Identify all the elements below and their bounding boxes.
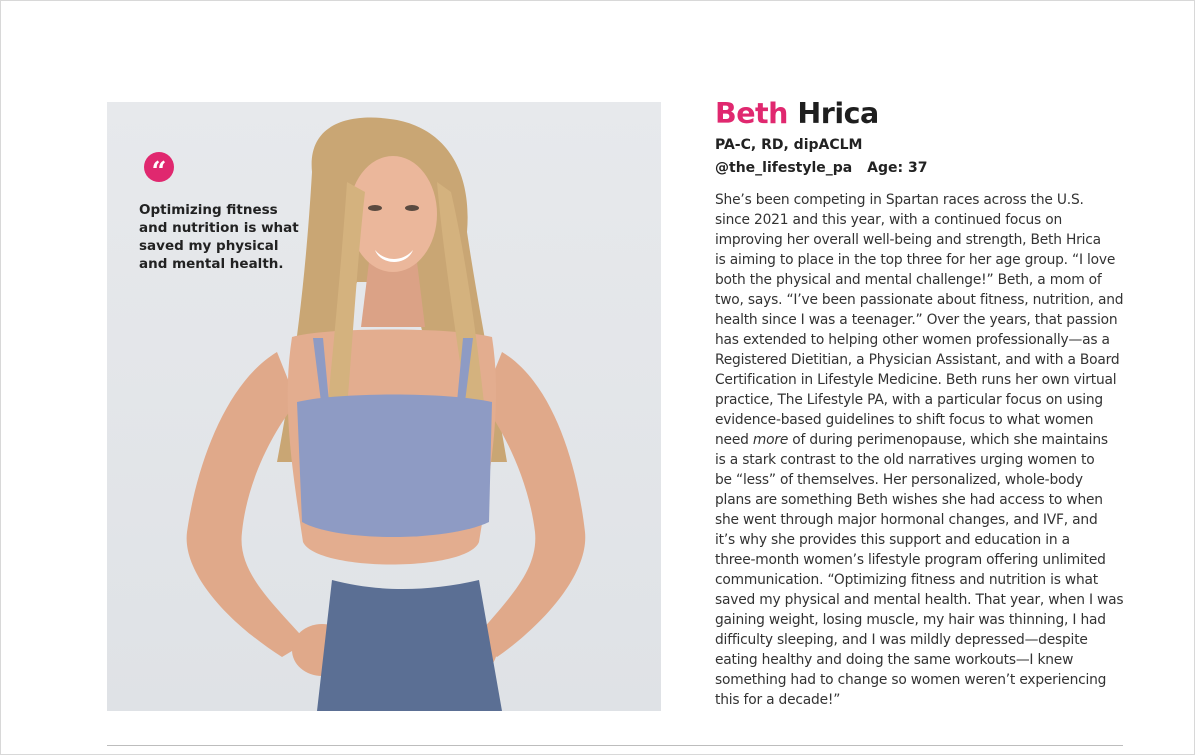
pull-quote bbox=[139, 201, 309, 273]
bio-line: both the physical and mental challenge!” Beth, a mom of bbox=[715, 272, 1102, 288]
profile-name bbox=[715, 96, 879, 132]
bio-line: she went through major hormonal changes, and IVF, and bbox=[715, 512, 1098, 528]
quote-icon: “ bbox=[144, 152, 174, 182]
bio-line: has extended to helping other women professionally—as a bbox=[715, 332, 1110, 348]
bio-text bbox=[715, 190, 1125, 710]
bio-line: improving her overall well-being and strength, Beth Hrica bbox=[715, 232, 1101, 248]
bio-fragment: need bbox=[715, 432, 749, 448]
bio-line: be “less” of themselves. Her personalized, whole-body bbox=[715, 472, 1083, 488]
bio-emphasis: more bbox=[752, 432, 789, 448]
bio-line: gaining weight, losing muscle, my hair was thinning, I had bbox=[715, 612, 1106, 628]
bio-line: is a stark contrast to the old narratives urging women to bbox=[715, 452, 1095, 468]
bio-line: eating healthy and doing the same workouts—I knew bbox=[715, 652, 1074, 668]
bio-line: Certification in Lifestyle Medicine. Beth runs her own virtual bbox=[715, 372, 1117, 388]
pull-quote-line: Optimizing fitness bbox=[139, 202, 278, 218]
age-label: Age: 37 bbox=[867, 160, 928, 176]
social-handle: @the_lifestyle_pa bbox=[715, 160, 853, 176]
bio-line: saved my physical and mental health. That year, when I was bbox=[715, 592, 1124, 608]
bio-line: practice, The Lifestyle PA, with a particular focus on using bbox=[715, 392, 1103, 408]
profile-photo bbox=[107, 102, 661, 711]
pull-quote-line: saved my physical bbox=[139, 238, 279, 254]
bio-line: plans are something Beth wishes she had access to when bbox=[715, 492, 1103, 508]
bio-line: Registered Dietitian, a Physician Assistant, and with a Board bbox=[715, 352, 1120, 368]
credentials: PA-C, RD, dipACLM bbox=[715, 137, 863, 153]
pull-quote-line: and mental health. bbox=[139, 256, 284, 272]
bio-line: is aiming to place in the top three for her age group. “I love bbox=[715, 252, 1116, 268]
bio-line: this for a decade!” bbox=[715, 692, 841, 708]
first-name: Beth bbox=[715, 97, 788, 130]
woman-portrait-illustration bbox=[107, 102, 661, 711]
bio-fragment: of during perimenopause, which she maintains bbox=[788, 432, 1108, 448]
bio-line: since 2021 and this year, with a continued focus on bbox=[715, 212, 1062, 228]
social-line bbox=[715, 160, 927, 176]
bio-line-mixed bbox=[715, 430, 1125, 450]
bio-line: it’s why she provides this support and education in a bbox=[715, 532, 1070, 548]
bio-line: evidence-based guidelines to shift focus to what women bbox=[715, 412, 1094, 428]
bio-line: two, says. “I’ve been passionate about fitness, nutrition, and bbox=[715, 292, 1124, 308]
pull-quote-line: and nutrition is what bbox=[139, 220, 299, 236]
bio-line: communication. “Optimizing fitness and nutrition is what bbox=[715, 572, 1098, 588]
last-name: Hrica bbox=[797, 97, 879, 130]
bio-line: health since I was a teenager.” Over the years, that passion bbox=[715, 312, 1118, 328]
bottom-divider bbox=[107, 745, 1123, 746]
bio-line: three-month women’s lifestyle program offering unlimited bbox=[715, 552, 1106, 568]
bio-line: something had to change so women weren’t experiencing bbox=[715, 672, 1107, 688]
bio-line: difficulty sleeping, and I was mildly depressed—despite bbox=[715, 632, 1088, 648]
bio-line: She’s been competing in Spartan races across the U.S. bbox=[715, 192, 1084, 208]
